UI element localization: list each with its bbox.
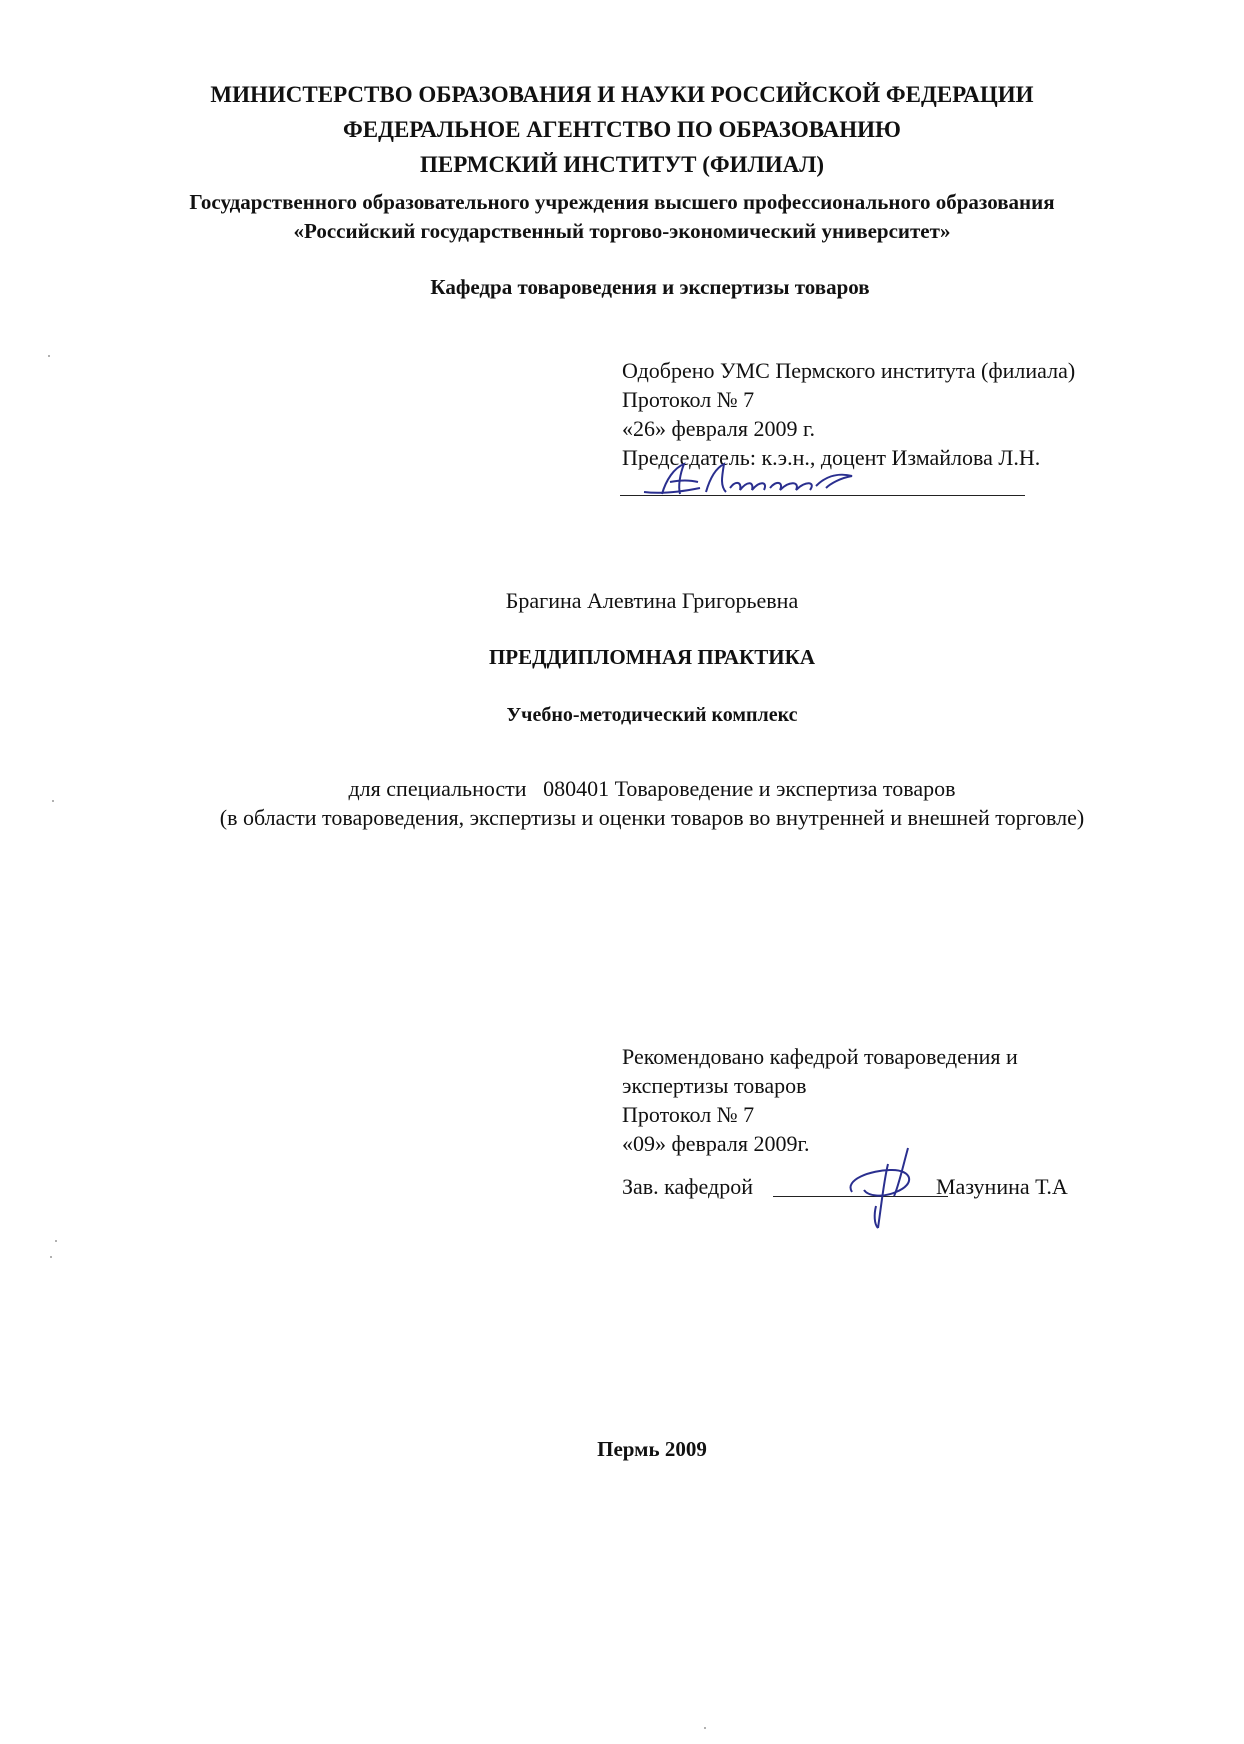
recommendation-line-2: экспертизы товаров [622,1073,807,1098]
scan-speck [55,1240,57,1242]
approval-date: «26» февраля 2009 г. [622,416,816,441]
specialty-line-2: (в области товароведения, экспертизы и оценки товаров во внутренней и внешней торговле) [219,805,1085,830]
approval-block [622,356,1075,472]
document-subtitle: Учебно-методический комплекс [506,704,798,726]
approval-chairman: Председатель: к.э.н., доцент Измайлова Л.Н. [622,445,1041,470]
university-line-2: «Российский государственный торгово-экономический университет» [293,219,951,243]
approval-protocol: Протокол № 7 [622,387,755,412]
scan-speck [52,800,54,802]
scan-speck [48,355,50,357]
department-heading: Кафедра товароведения и экспертизы товаров [430,275,870,299]
city-year: Пермь 2009 [597,1437,707,1461]
recommendation-line-1: Рекомендовано кафедрой товароведения и [622,1044,1018,1069]
department-head-label: Зав. кафедрой [622,1174,753,1199]
scan-speck [50,1256,52,1258]
agency-heading: ФЕДЕРАЛЬНОЕ АГЕНТСТВО ПО ОБРАЗОВАНИЮ [343,117,901,142]
department-head-name: Мазунина Т.А [936,1174,1068,1199]
institute-heading: ПЕРМСКИЙ ИНСТИТУТ (ФИЛИАЛ) [419,152,825,177]
recommendation-date: «09» февраля 2009г. [622,1131,810,1156]
ministry-heading: МИНИСТЕРСТВО ОБРАЗОВАНИЯ И НАУКИ РОССИЙСКОЙ ФЕДЕРАЦИИ [210,82,1034,107]
approval-line-1: Одобрено УМС Пермского института (филиала) [622,358,1076,383]
author-name: Брагина Алевтина Григорьевна [505,588,799,613]
specialty-line-1: для специальности 080401 Товароведение и экспертиза товаров [348,776,956,801]
scan-speck [704,1727,706,1729]
recommendation-protocol: Протокол № 7 [622,1102,755,1127]
university-line-1: Государственного образовательного учреждения высшего профессионального образования [189,190,1055,214]
document-title: ПРЕДДИПЛОМНАЯ ПРАКТИКА [488,645,816,669]
